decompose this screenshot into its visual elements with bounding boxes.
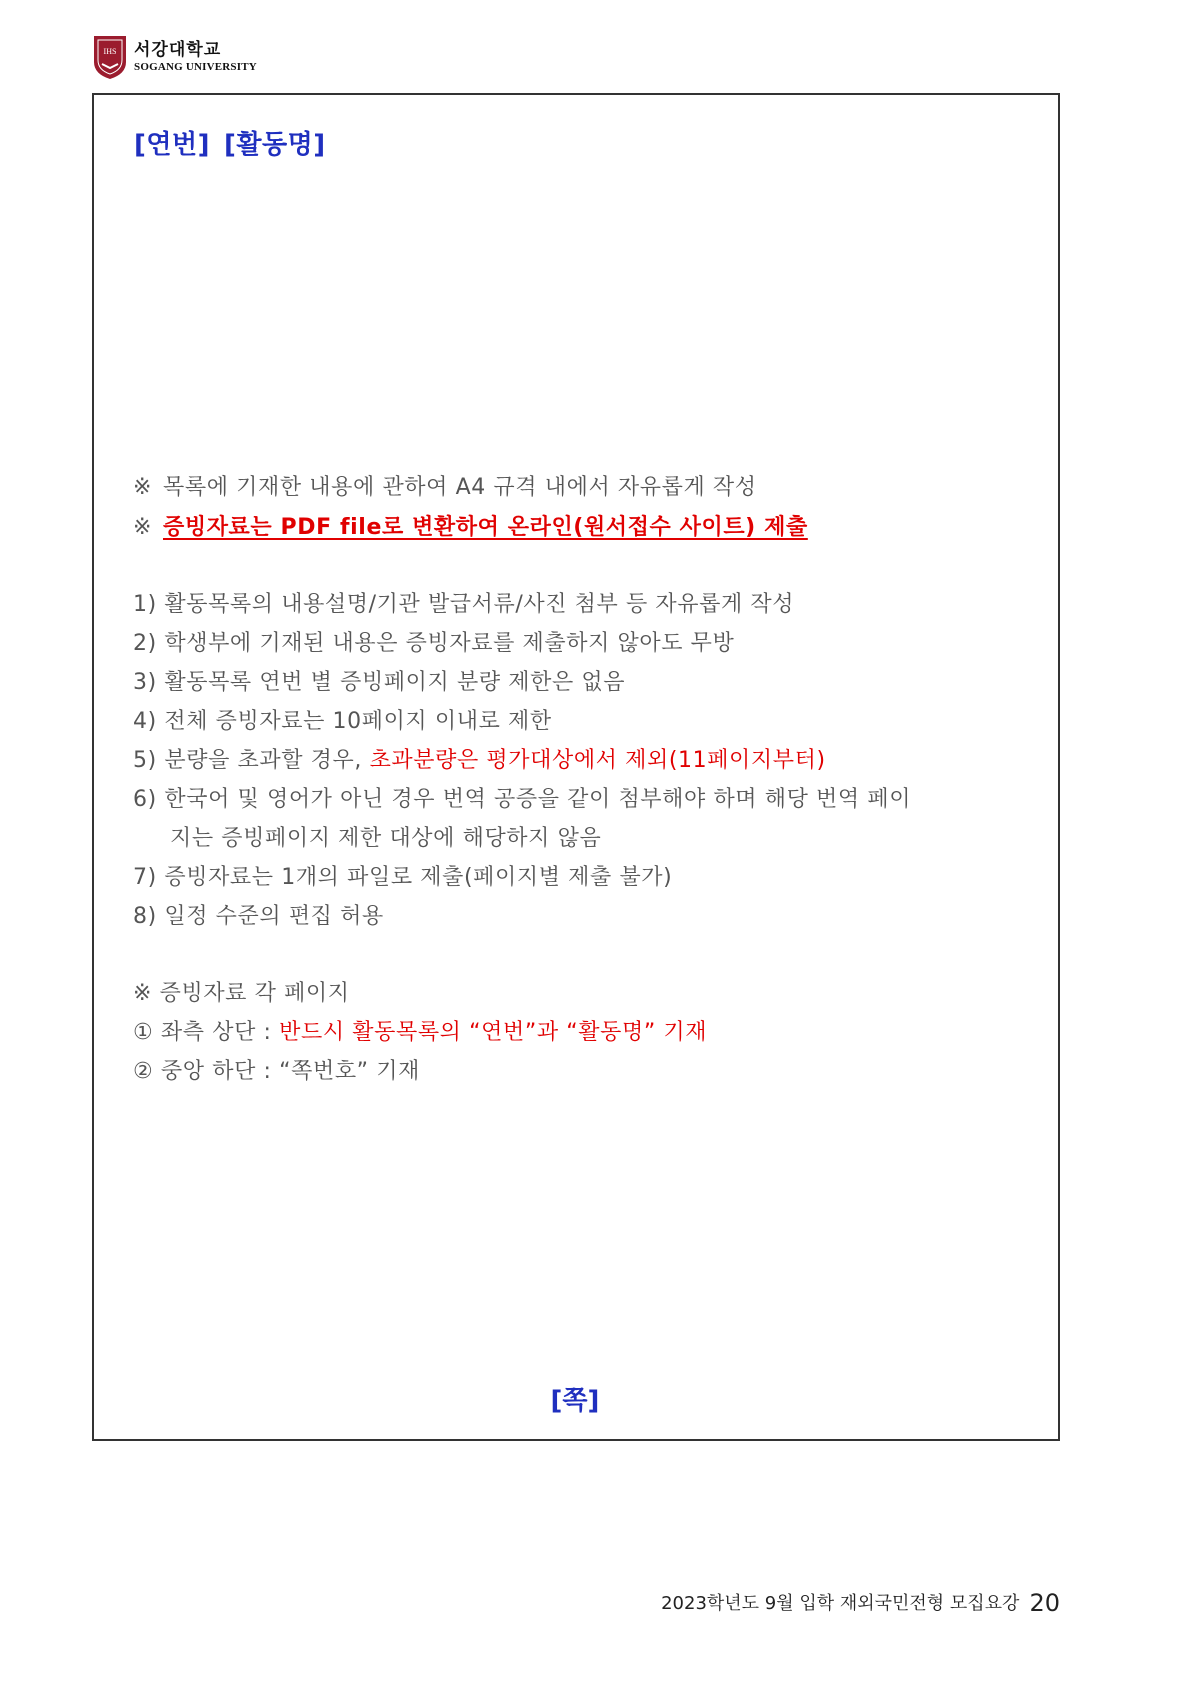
note-mark: ※ [133, 515, 153, 540]
page-marker: [쪽] [550, 1386, 600, 1416]
note-2 [133, 510, 808, 541]
rule-3: 3) 활동목록 연번 별 증빙페이지 분량 제한은 없음 [133, 670, 626, 695]
rule-6-line-2: 지는 증빙페이지 제한 대상에 해당하지 않음 [170, 826, 602, 851]
university-crest-icon [92, 34, 128, 80]
page-guide-item-1 [133, 1015, 707, 1046]
rule-5-text: 5) 분량을 초과할 경우, [133, 748, 370, 773]
rule-6-line-1: 6) 한국어 및 영어가 아닌 경우 번역 공증을 같이 첨부해야 하며 해당 번역 페이 [133, 787, 912, 812]
heading-activity: [활동명] [224, 130, 326, 160]
logo-english-name: SOGANG UNIVERSITY [134, 60, 257, 73]
rule-1: 1) 활동목록의 내용설명/기관 발급서류/사진 첨부 등 자유롭게 작성 [133, 592, 795, 617]
note-1-text: 목록에 기재한 내용에 관하여 A4 규격 내에서 자유롭게 작성 [163, 475, 757, 500]
footer-doc-title: 2023학년도 9월 입학 재외국민전형 모집요강 [661, 1593, 1020, 1614]
note-mark: ※ [133, 475, 153, 500]
svg-text:IHS: IHS [103, 47, 117, 56]
page-guide-item-1-highlight: 반드시 활동목록의 “연번”과 “활동명” 기재 [279, 1020, 708, 1045]
rule-8: 8) 일정 수준의 편집 허용 [133, 904, 384, 929]
logo-korean-name: 서강대학교 [134, 39, 222, 60]
rule-2: 2) 학생부에 기재된 내용은 증빙자료를 제출하지 않아도 무방 [133, 631, 735, 656]
template-heading [134, 124, 326, 161]
rule-7: 7) 증빙자료는 1개의 파일로 제출(페이지별 제출 불가) [133, 865, 673, 890]
rule-5 [133, 743, 826, 774]
university-logo [92, 34, 257, 80]
rule-5-highlight: 초과분량은 평가대상에서 제외(11페이지부터) [369, 748, 826, 773]
rule-4: 4) 전체 증빙자료는 10페이지 이내로 제한 [133, 709, 552, 734]
page-guide-item-1-label: ① 좌측 상단 : [133, 1020, 280, 1045]
note-2-text: 증빙자료는 PDF file로 변환하여 온라인(원서접수 사이트) 제출 [163, 515, 808, 540]
footer-page-number: 20 [1029, 1589, 1060, 1617]
heading-serial: [연번] [134, 130, 210, 160]
note-1 [133, 470, 757, 501]
document-footer [661, 1589, 1060, 1617]
page-guide-item-2: ② 중앙 하단 : “쪽번호” 기재 [133, 1059, 420, 1084]
page-guide-title: ※ 증빙자료 각 페이지 [133, 981, 350, 1006]
